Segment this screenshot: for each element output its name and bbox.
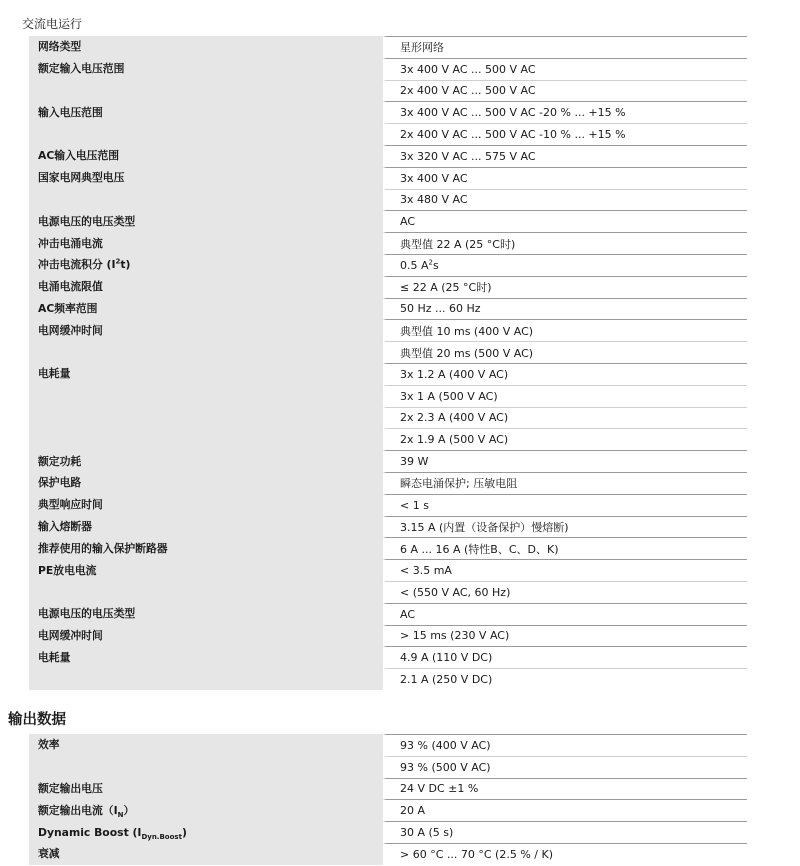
spec-value: 93 % (500 V AC) xyxy=(383,756,747,778)
spec-label: 冲击电涌电流 xyxy=(29,232,383,254)
table-row xyxy=(29,254,747,276)
spec-label-continuation xyxy=(29,668,383,690)
spec-label-continuation xyxy=(29,341,383,363)
table-row xyxy=(29,603,747,625)
table-row xyxy=(29,385,747,407)
spec-label: 典型响应时间 xyxy=(29,494,383,516)
spec-value: 6 A ... 16 A (特性B、C、D、K) xyxy=(383,537,747,559)
table-row xyxy=(29,537,747,559)
spec-value: 39 W xyxy=(383,450,747,472)
spec-value: 2x 400 V AC ... 500 V AC xyxy=(383,80,747,102)
table-row xyxy=(29,516,747,538)
spec-label: 电网缓冲时间 xyxy=(29,625,383,647)
table-row xyxy=(29,145,747,167)
spec-value: < (550 V AC, 60 Hz) xyxy=(383,581,747,603)
spec-value: 2x 400 V AC ... 500 V AC -10 % ... +15 % xyxy=(383,123,747,145)
table-row xyxy=(29,799,747,821)
table-row xyxy=(29,625,747,647)
spec-label-formatted: 额定输出电流$(I_N)$ xyxy=(38,803,135,819)
table-row xyxy=(29,101,747,123)
spec-label: 保护电路 xyxy=(29,472,383,494)
spec-label-continuation xyxy=(29,407,383,429)
spec-value: 典型值 10 ms (400 V AC) xyxy=(383,319,747,341)
spec-label-continuation xyxy=(29,123,383,145)
table-row xyxy=(29,581,747,603)
spec-label: 推荐使用的输入保护断路器 xyxy=(29,537,383,559)
table-row xyxy=(29,80,747,102)
table-row xyxy=(29,646,747,668)
spec-label: 电涌电流限值 xyxy=(29,276,383,298)
spec-label: 额定输入电压范围 xyxy=(29,58,383,80)
spec-label-continuation xyxy=(29,189,383,211)
spec-label-continuation xyxy=(29,756,383,778)
spec-label: 电网缓冲时间 xyxy=(29,319,383,341)
spec-value: 93 % (400 V AC) xyxy=(383,734,747,756)
table-row xyxy=(29,189,747,211)
ac-operation-subtitle: 交流电运行 xyxy=(22,17,83,31)
table-row xyxy=(29,210,747,232)
spec-label: 效率 xyxy=(29,734,383,756)
table-row xyxy=(29,472,747,494)
table-row xyxy=(29,756,747,778)
spec-value: 3x 400 V AC xyxy=(383,167,747,189)
output-data-title: 输出数据 xyxy=(8,712,66,728)
spec-label xyxy=(29,799,383,821)
spec-label: 网络类型 xyxy=(29,36,383,58)
spec-label: 输入熔断器 xyxy=(29,516,383,538)
table-row xyxy=(29,363,747,385)
table-row xyxy=(29,778,747,800)
spec-value: < 3.5 mA xyxy=(383,559,747,581)
spec-label xyxy=(29,254,383,276)
spec-label-formatted: 冲击电流积分 $(I^2t)$ xyxy=(38,257,131,272)
spec-value: > 60 °C ... 70 °C (2.5 % / K) xyxy=(383,843,747,865)
spec-value xyxy=(383,254,747,276)
spec-label: PE放电电流 xyxy=(29,559,383,581)
table-row xyxy=(29,494,747,516)
spec-label: AC频率范围 xyxy=(29,298,383,320)
spec-label: 电耗量 xyxy=(29,646,383,668)
spec-value: 24 V DC ±1 % xyxy=(383,778,747,800)
spec-label: 输入电压范围 xyxy=(29,101,383,123)
spec-label xyxy=(29,821,383,843)
table-row xyxy=(29,298,747,320)
spec-value: 3x 400 V AC ... 500 V AC xyxy=(383,58,747,80)
spec-value: AC xyxy=(383,603,747,625)
table-row xyxy=(29,232,747,254)
spec-value: 20 A xyxy=(383,799,747,821)
spec-label-continuation xyxy=(29,385,383,407)
spec-label: 衰减 xyxy=(29,843,383,865)
spec-value: 4.9 A (110 V DC) xyxy=(383,646,747,668)
spec-label: 电源电压的电压类型 xyxy=(29,210,383,232)
spec-value: 2.1 A (250 V DC) xyxy=(383,668,747,690)
ac-spec-table xyxy=(29,36,747,690)
spec-label: 额定输出电压 xyxy=(29,778,383,800)
table-row xyxy=(29,319,747,341)
spec-label: AC输入电压范围 xyxy=(29,145,383,167)
spec-value: < 1 s xyxy=(383,494,747,516)
spec-label: 额定功耗 xyxy=(29,450,383,472)
output-spec-table xyxy=(29,734,747,865)
spec-label-formatted: Dynamic Boost $(I_{Dyn.Boost})$ xyxy=(38,825,187,841)
table-row xyxy=(29,58,747,80)
table-row xyxy=(29,407,747,429)
table-row xyxy=(29,668,747,690)
table-row xyxy=(29,36,747,58)
table-row xyxy=(29,821,747,843)
spec-value: 50 Hz ... 60 Hz xyxy=(383,298,747,320)
table-row xyxy=(29,428,747,450)
spec-label: 电耗量 xyxy=(29,363,383,385)
table-row xyxy=(29,123,747,145)
spec-value: 2x 2.3 A (400 V AC) xyxy=(383,407,747,429)
spec-value: 30 A (5 s) xyxy=(383,821,747,843)
table-row xyxy=(29,341,747,363)
spec-value: AC xyxy=(383,210,747,232)
table-row xyxy=(29,167,747,189)
spec-value: 3x 1.2 A (400 V AC) xyxy=(383,363,747,385)
table-row xyxy=(29,843,747,865)
spec-value: > 15 ms (230 V AC) xyxy=(383,625,747,647)
spec-value: 2x 1.9 A (500 V AC) xyxy=(383,428,747,450)
spec-label-continuation xyxy=(29,581,383,603)
spec-value: ≤ 22 A (25 °C时) xyxy=(383,276,747,298)
spec-label-continuation xyxy=(29,80,383,102)
table-row xyxy=(29,734,747,756)
spec-label: 电源电压的电压类型 xyxy=(29,603,383,625)
spec-value: 3x 1 A (500 V AC) xyxy=(383,385,747,407)
spec-value-formatted: 0.5 $A^2s$ xyxy=(400,258,439,272)
spec-value: 星形网络 xyxy=(383,36,747,58)
spec-label-continuation xyxy=(29,428,383,450)
table-row xyxy=(29,276,747,298)
spec-value: 3x 320 V AC ... 575 V AC xyxy=(383,145,747,167)
spec-value: 3x 480 V AC xyxy=(383,189,747,211)
table-row xyxy=(29,559,747,581)
spec-value: 典型值 22 A (25 °C时) xyxy=(383,232,747,254)
spec-value: 典型值 20 ms (500 V AC) xyxy=(383,341,747,363)
spec-value: 瞬态电涌保护; 压敏电阻 xyxy=(383,472,747,494)
spec-value: 3x 400 V AC ... 500 V AC -20 % ... +15 % xyxy=(383,101,747,123)
spec-value: 3.15 A (内置（设备保护）慢熔断) xyxy=(383,516,747,538)
table-row xyxy=(29,450,747,472)
spec-label: 国家电网典型电压 xyxy=(29,167,383,189)
